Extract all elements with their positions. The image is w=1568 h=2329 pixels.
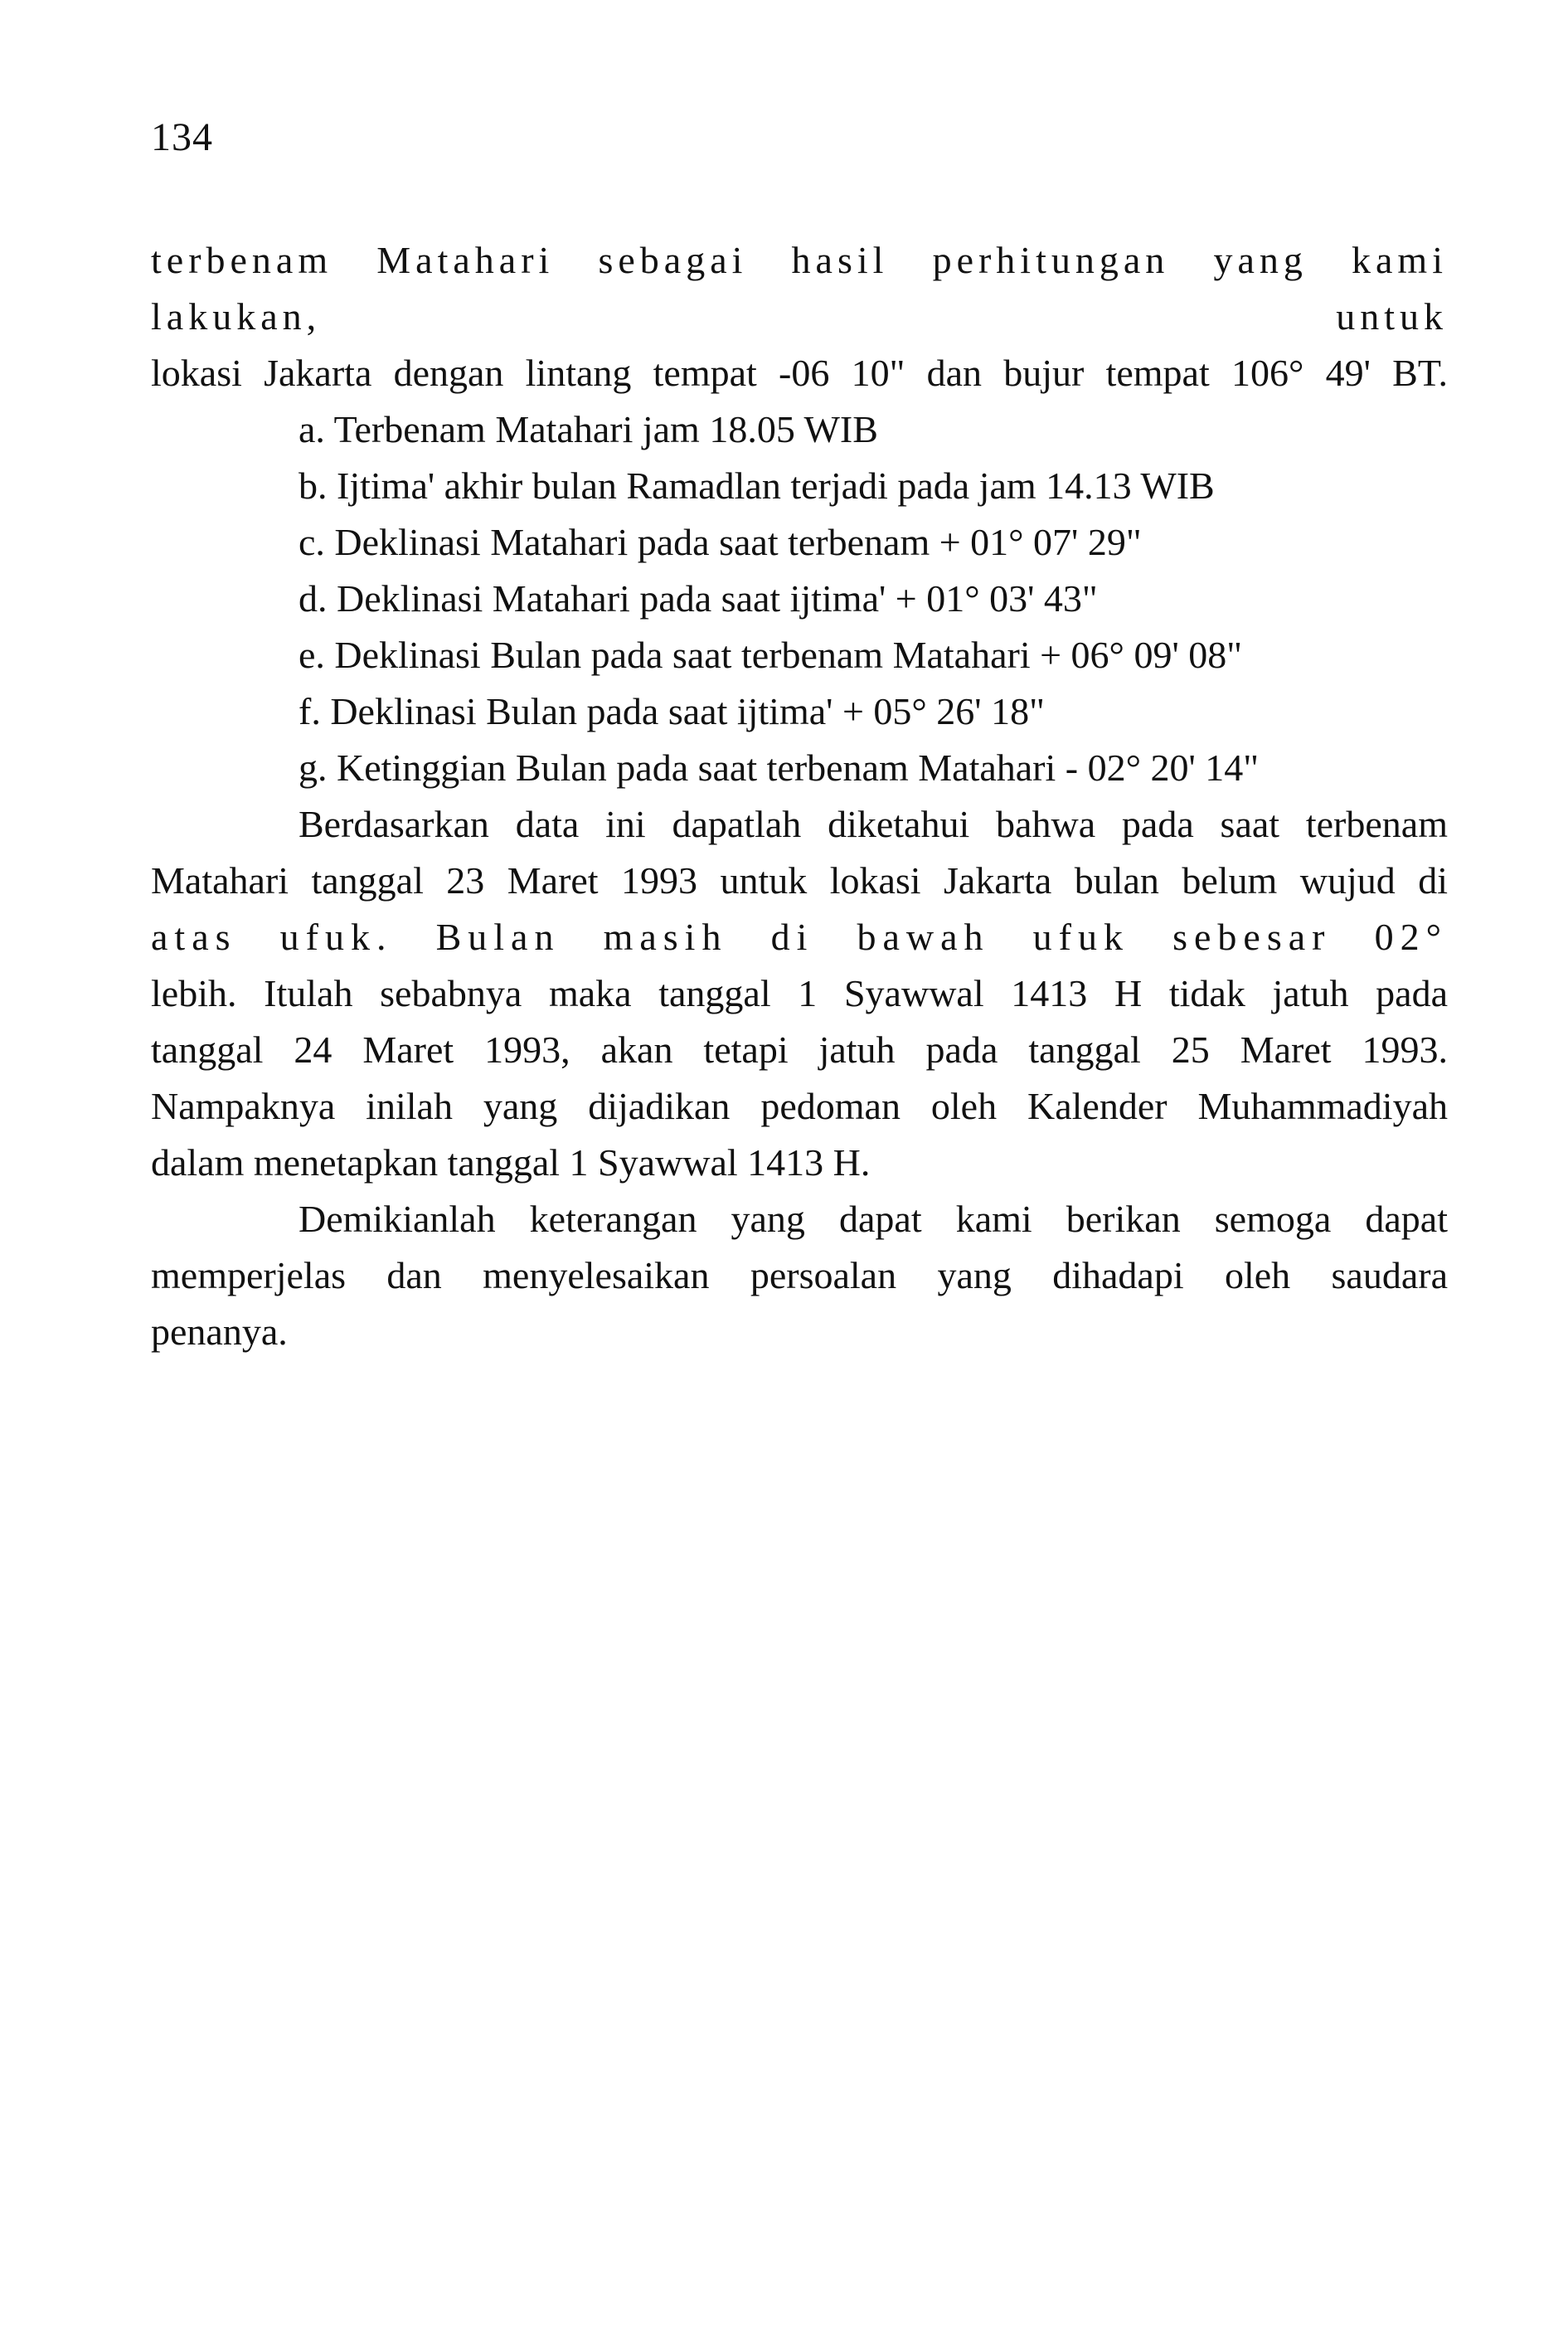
conclusion-line: atas ufuk. Bulan masih di bawah ufuk sebesar 02° <box>151 916 1448 958</box>
list-item: e. Deklinasi Bulan pada saat terbenam Matahari + 06° 09' 08" <box>299 634 1243 676</box>
list-item: a. Terbenam Matahari jam 18.05 WIB <box>299 408 878 450</box>
list-item: b. Ijtima' akhir bulan Ramadlan terjadi pada jam 14.13 WIB <box>299 464 1215 507</box>
page-number: 134 <box>151 115 213 159</box>
conclusion-line: Berdasarkan data ini dapatlah diketahui bahwa pada saat terbenam <box>299 803 1448 845</box>
conclusion-line: tanggal 24 Maret 1993, akan tetapi jatuh pada tanggal 25 Maret 1993. <box>151 1028 1448 1071</box>
list-item: f. Deklinasi Bulan pada saat ijtima' + 05° 26' 18" <box>299 690 1045 732</box>
data-list <box>151 401 1448 796</box>
intro-line: lokasi Jakarta dengan lintang tempat -06 10" dan bujur tempat 106° 49' BT. <box>151 352 1448 394</box>
conclusion-line: Matahari tanggal 23 Maret 1993 untuk lokasi Jakarta bulan belum wujud di <box>151 859 1448 902</box>
conclusion-line: dalam menetapkan tanggal 1 Syawwal 1413 H. <box>151 1141 871 1184</box>
intro-paragraph <box>151 232 1448 401</box>
body-text <box>151 232 1448 1360</box>
list-item: g. Ketinggian Bulan pada saat terbenam Matahari - 02° 20' 14" <box>299 746 1260 789</box>
closing-line: memperjelas dan menyelesaikan persoalan yang dihadapi oleh saudara <box>151 1254 1448 1296</box>
closing-paragraph <box>151 1191 1448 1360</box>
closing-line: penanya. <box>151 1310 288 1353</box>
list-item: d. Deklinasi Matahari pada saat ijtima' + 01° 03' 43" <box>299 577 1098 620</box>
conclusion-line: Nampaknya inilah yang dijadikan pedoman oleh Kalender Muhammadiyah <box>151 1085 1448 1127</box>
list-item: c. Deklinasi Matahari pada saat terbenam + 01° 07' 29" <box>299 521 1142 563</box>
conclusion-paragraph <box>151 796 1448 1191</box>
conclusion-line: lebih. Itulah sebabnya maka tanggal 1 Syawwal 1413 H tidak jatuh pada <box>151 972 1448 1014</box>
closing-line: Demikianlah keterangan yang dapat kami berikan semoga dapat <box>299 1198 1448 1240</box>
intro-line: terbenam Matahari sebagai hasil perhitungan yang kami lakukan, untuk <box>151 239 1448 338</box>
